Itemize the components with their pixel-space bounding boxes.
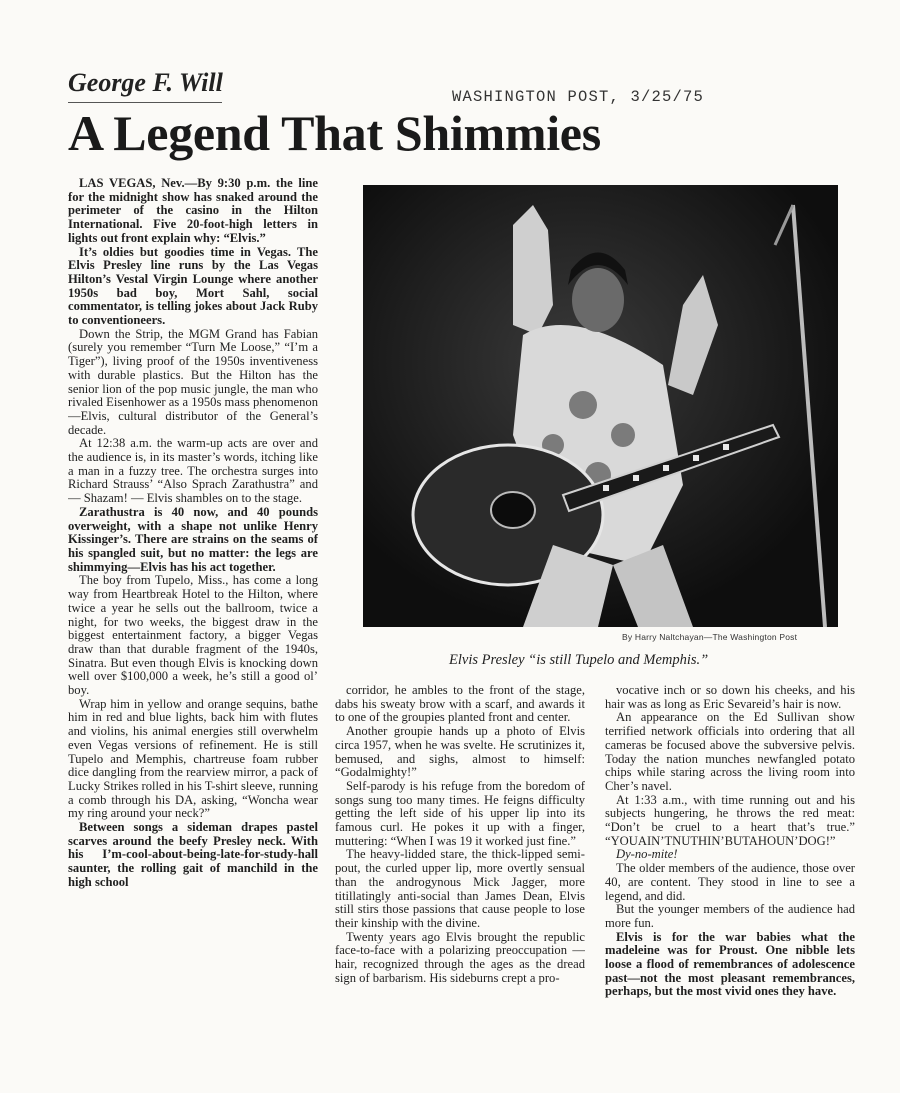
paragraph: An appearance on the Ed Sullivan show terrified network officials into ordering that all cameras be focused above the subversive pelvis. Today the nation munches newfangled potato chips while staring across the living room into Cher’s navel. bbox=[605, 710, 855, 793]
paragraph: The boy from Tupelo, Miss., has come a long way from Heartbreak Hotel to the Hilton, where twice a year he sells out the ballroom, twice a night, for two weeks, the biggest draw in the biggest entertainment factory, a bigger Vegas draw than that durable fragment of the 1940s, Sinatra. But even though Elvis is knocking down well over $100,000 a week, he’s still a good ol’ boy. bbox=[68, 573, 318, 698]
byline-rule bbox=[68, 102, 222, 103]
paragraph: Dy-no-mite! bbox=[616, 847, 678, 862]
paragraph: Elvis is for the war babies what the madeleine was for Proust. One nibble lets loose a flood of remembrances of adolescence past—not the most pleasant remembrances, perhaps, but the most vivid ones they have. bbox=[605, 929, 855, 999]
paragraph: Self-parody is his refuge from the boredom of songs sung too many times. He feigns difficulty getting the left side of his upper lip into its famous curl. He pokes it up with a finger, muttering: “When I was 19 it worked just fine.” bbox=[335, 778, 585, 848]
paragraph: The heavy-lidded stare, the thick-lipped semi-pout, the curled upper lip, more overtly sensual than the androgynous Mick Jagger, more titillatingly anti-social than James Dean, Elvis still stirs those passions that cause people to lose their kinship with the divine. bbox=[335, 847, 585, 930]
byline: George F. Will bbox=[68, 68, 223, 97]
paragraph: corridor, he ambles to the front of the stage, dabs his sweaty brow with a scarf, and awards it to one of the groupies planted front and center. bbox=[335, 684, 585, 725]
performer-with-guitar-photo bbox=[363, 185, 838, 627]
paragraph: The older members of the audience, those over 40, are content. They stood in line to see a legend, and did. bbox=[605, 861, 855, 903]
article-column-1 bbox=[68, 177, 318, 1057]
photo-credit: By Harry Naltchayan—The Washington Post bbox=[622, 632, 798, 642]
paragraph: Wrap him in yellow and orange sequins, bathe him in red and blue lights, back him with flutes and violins, his animal energies still overwhelm even Vegas versions of refinement. He is still Tupelo and Memphis, chartreuse foam rubber dice dangling from the rearview mirror, a pack of Lucky Strikes rolled in his T-shirt sleeve, running a comb through his DA, asking, “Woncha wear my ring around your neck?” bbox=[68, 696, 318, 821]
article-column-2 bbox=[335, 684, 585, 1056]
paragraph: Down the Strip, the MGM Grand has Fabian (surely you remember “Turn Me Loose,” “I’m a Tiger”), living proof of the 1950s inventiveness with durable plastics. But the Hilton has the senior lion of the pop music jungle, the man who rivaled Eisenhower as a 1950s mass phenomenon—Elvis, cultural distributor of the General’s decade. bbox=[68, 326, 318, 437]
paragraph: Zarathustra is 40 now, and 40 pounds overweight, with a shape not unlike Henry Kissinger’s. There are strains on the seams of his spangled suit, but no matter: the legs are shimmying—Elvis has his act together. bbox=[68, 504, 318, 574]
paragraph: vocative inch or so down his cheeks, and his hair was as long as Eric Sevareid’s hair is now. bbox=[605, 684, 855, 711]
article-column-3 bbox=[605, 684, 855, 1056]
paragraph: At 12:38 a.m. the warm-up acts are over and the audience is, in its master’s words, itching like a man in a fuzzy tree. The orchestra surges into Richard Strauss’ “Also Sprach Zarathustra” and — Shazam! — Elvis shambles on to the stage. bbox=[68, 436, 318, 506]
paragraph: LAS VEGAS, Nev.—By 9:30 p.m. the line for the midnight show has snaked around the perimeter of the casino in the Hilton International. Five 20-foot-high letters in lights out front explain why: “Elvis.” bbox=[68, 177, 318, 245]
paragraph: At 1:33 a.m., with time running out and his subjects hungering, he throws the red meat: “Don’t be cruel to a heart that’s true.” “YOUAIN’TNUTHIN’BUTAHOUN’DOG!” bbox=[605, 792, 855, 848]
clipping-source-stamp: WASHINGTON POST, 3/25/75 bbox=[452, 88, 705, 106]
paragraph: Another groupie hands up a photo of Elvis circa 1957, when he was svelte. He scrutinizes it, bemused, and sighs, almost to himself: “Godalmighty!” bbox=[335, 724, 585, 780]
paragraph: Between songs a sideman drapes pastel scarves around the beefy Presley neck. With his I’m-cool-about-being-late-for-study-hall saunter, the rolling gait of manchild in the high school bbox=[68, 820, 318, 889]
article-photo bbox=[363, 185, 838, 627]
paragraph: Twenty years ago Elvis brought the republic face-to-face with a polarizing preoccupation — hair, recognized through the ages as the dread sign of barbarism. His sideburns crept a pro- bbox=[335, 929, 585, 985]
paragraph: But the younger members of the audience had more fun. bbox=[605, 902, 855, 930]
headline: A Legend That Shimmies bbox=[68, 105, 601, 161]
paragraph: It’s oldies but goodies time in Vegas. The Elvis Presley line runs by the Las Vegas Hilton’s Vestal Virgin Lounge where another 1950s bad boy, Mort Sahl, social commentator, is telling jokes about Jack Ruby to conventioneers. bbox=[68, 244, 318, 328]
photo-caption: Elvis Presley “is still Tupelo and Memphis.” bbox=[449, 652, 709, 668]
